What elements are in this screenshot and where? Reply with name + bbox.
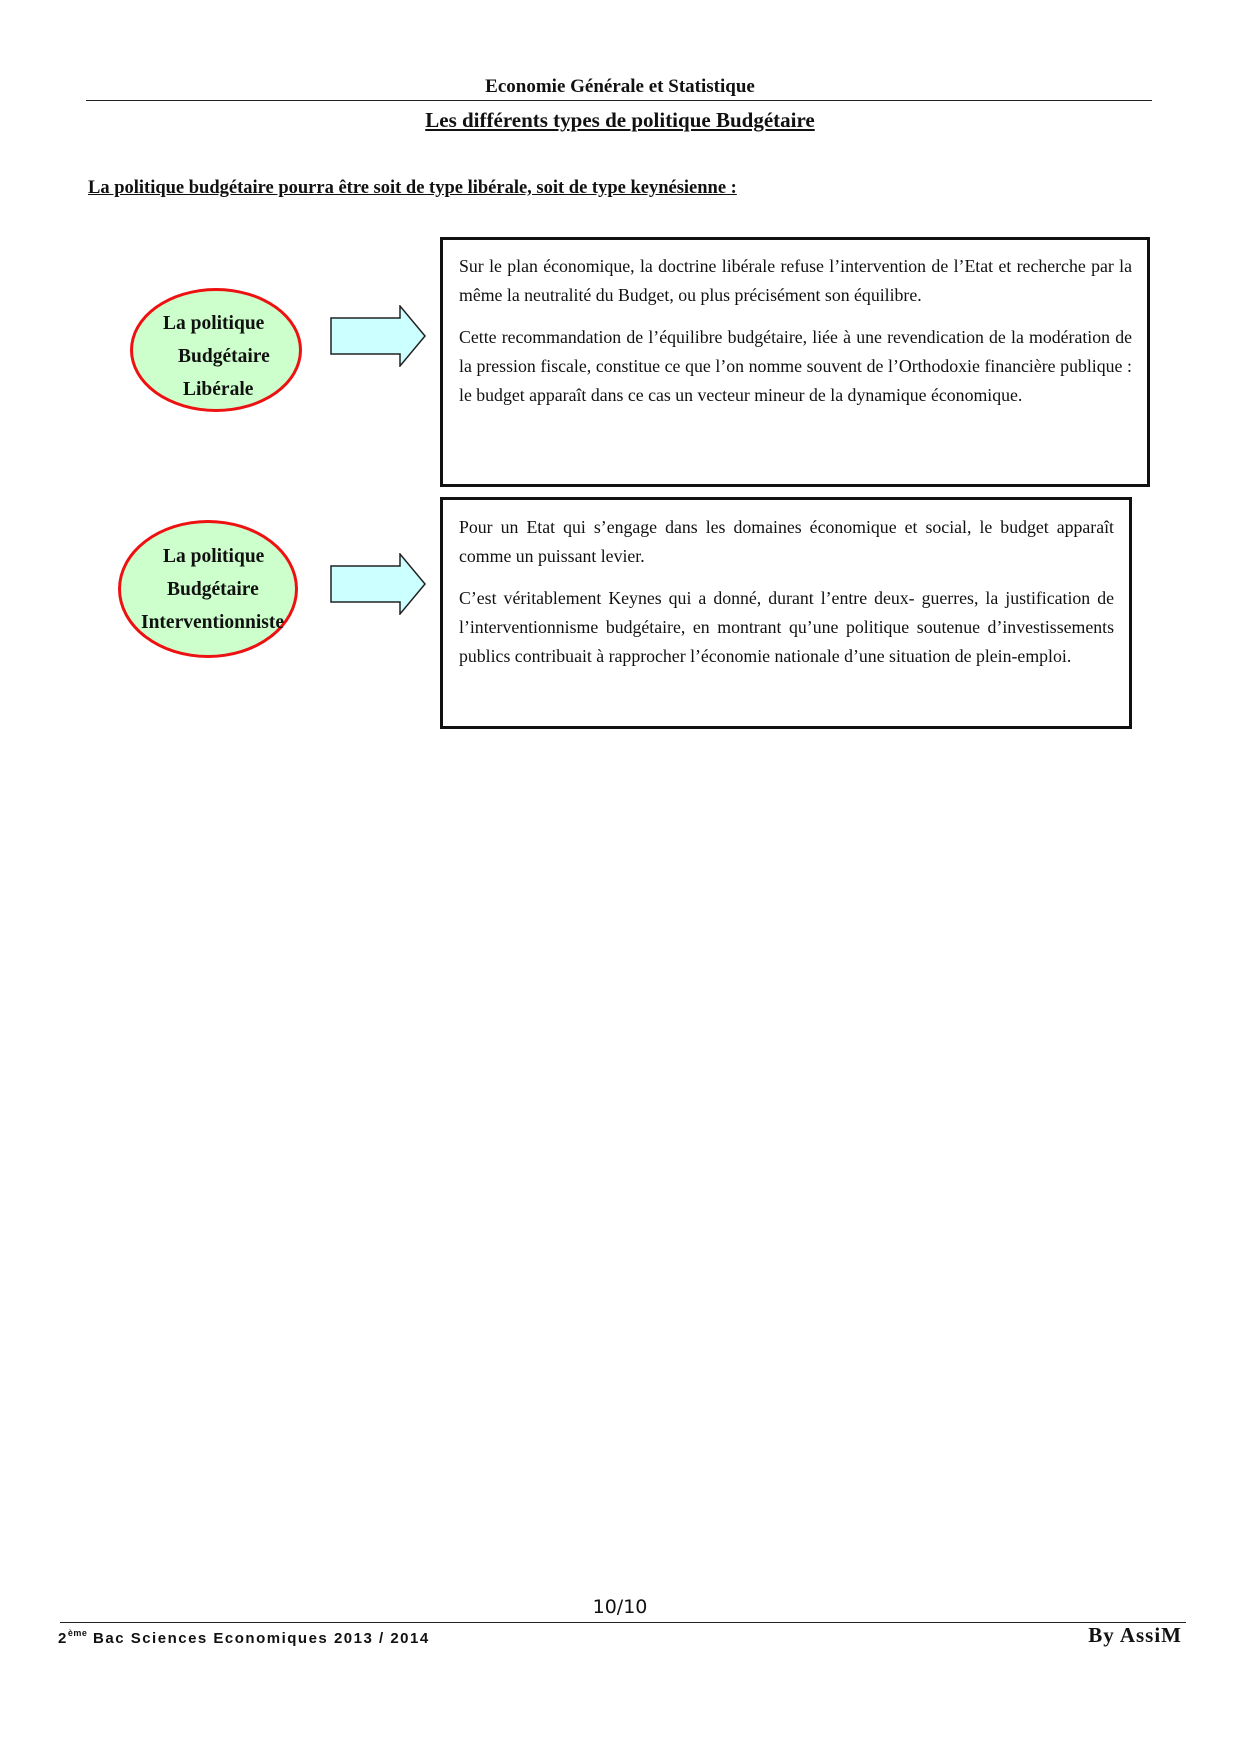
liberal-paragraph: Cette recommandation de l’équilibre budgétaire, liée à une revendication de la modération de la pression fiscale, constitue ce que l’on nomme souvent de l’Orthodoxie financière publique : le budget apparaît dans ce cas un vecteur mineur de la dynamique économique. [459, 327, 1132, 405]
header-subject: Economie Générale et Statistique [485, 76, 755, 97]
liberal-ellipse [130, 288, 302, 412]
interventionist-paragraph: Pour un Etat qui s’engage dans les domaines économique et social, le budget apparaît comme un puissant levier. [459, 517, 1114, 566]
interventionist-label-line: Interventionniste [141, 612, 284, 633]
liberal-label-line: La politique [163, 313, 265, 334]
liberal-description-box [440, 237, 1150, 487]
page-title: Les différents types de politique Budgétaire [425, 108, 815, 132]
interventionist-arrow-icon [330, 553, 426, 615]
liberal-label-line: Libérale [183, 379, 254, 400]
intro-heading: La politique budgétaire pourra être soit de type libérale, soit de type keynésienne : [88, 178, 737, 198]
interventionist-ellipse [118, 520, 298, 658]
page-number: 10/10 [592, 1596, 648, 1618]
liberal-arrow-icon [330, 305, 426, 367]
liberal-paragraph: Sur le plan économique, la doctrine libérale refuse l’intervention de l’Etat et recherche par la même la neutralité du Budget, ou plus précisément son équilibre. [459, 256, 1132, 305]
interventionist-label-line: La politique [163, 546, 265, 567]
interventionist-description-box [440, 497, 1132, 729]
header-divider [86, 100, 1152, 101]
interventionist-label-line: Budgétaire [167, 579, 259, 600]
footer-course-text: Bac Sciences Economiques 2013 / 2014 [87, 1630, 430, 1647]
interventionist-paragraph: C’est véritablement Keynes qui a donné, durant l’entre deux- guerres, la justification de l’interventionnisme budgétaire, en montrant qu’une politique soutenue d’investissements publics contribuait à rapprocher l’économie nationale d’une situation de plein-emploi. [459, 588, 1114, 666]
footer-author: By AssiM [1088, 1623, 1182, 1647]
footer-course-label [58, 1628, 430, 1647]
footer-level-number: 2 [58, 1630, 68, 1647]
footer-divider [60, 1622, 1186, 1623]
liberal-label-line: Budgétaire [178, 346, 270, 367]
footer-level-sup: ème [67, 1628, 88, 1638]
